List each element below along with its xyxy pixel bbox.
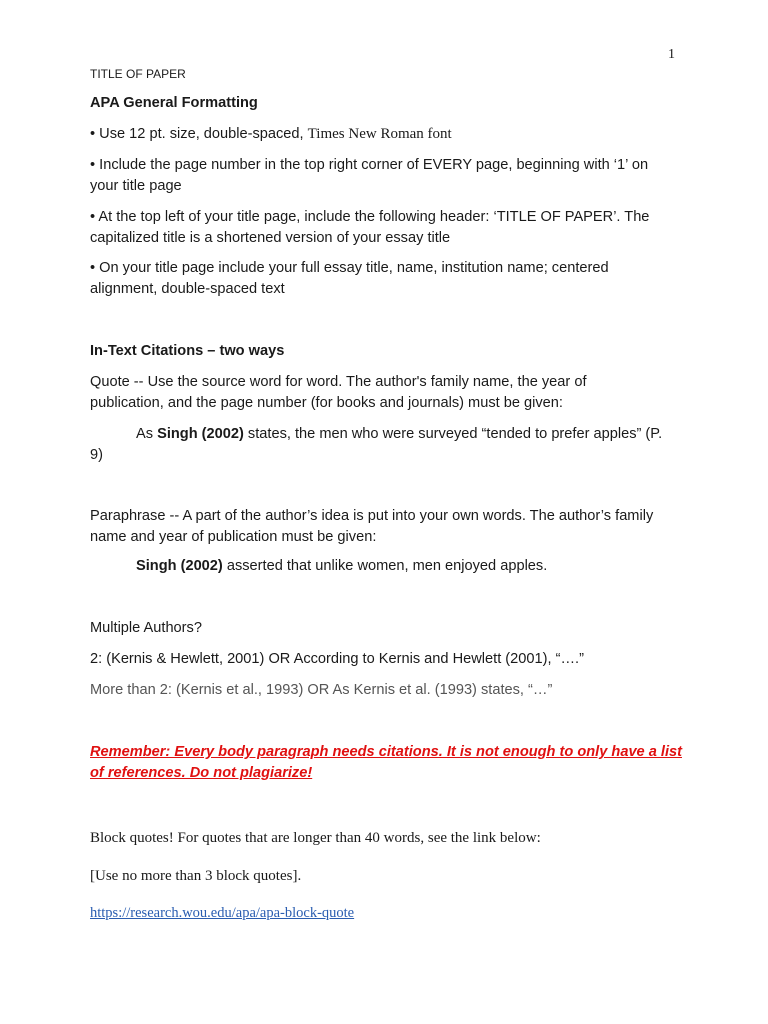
bullet-font: • Use 12 pt. size, double-spaced, Times New Roman font	[90, 126, 452, 142]
quote-text-l2: publication, and the page number (for books and journals) must be given:	[90, 395, 563, 411]
multiple-authors-heading: Multiple Authors?	[90, 620, 202, 636]
paraphrase-text-l2: name and year of publication must be given:	[90, 529, 377, 545]
bullet-title-page-l2: alignment, double-spaced text	[90, 281, 285, 297]
remember-note-l1: Remember: Every body paragraph needs citations. It is not enough to only have a list	[90, 744, 682, 760]
block-quote-link[interactable]: https://research.wou.edu/apa/apa-block-quote	[90, 905, 355, 921]
page-number: 1	[668, 47, 675, 62]
citations-heading: In-Text Citations – two ways	[90, 343, 285, 359]
bullet-header-l1: • At the top left of your title page, include the following header: ‘TITLE OF PAPER’. The	[90, 209, 650, 225]
two-authors-example: 2: (Kernis & Hewlett, 2001) OR According to Kernis and Hewlett (2001), “….”	[90, 651, 584, 667]
bullet-title-page-l1: • On your title page include your full essay title, name, institution name; centered	[90, 260, 609, 276]
many-authors-example: More than 2: (Kernis et al., 1993) OR As Kernis et al. (1993) states, “…”	[90, 682, 553, 698]
quote-example: As Singh (2002) states, the men who were surveyed “tended to prefer apples” (P.	[136, 426, 663, 442]
bullet-page-number-l1: • Include the page number in the top right corner of EVERY page, beginning with ‘1’ on	[90, 157, 649, 173]
running-header: TITLE OF PAPER	[90, 67, 186, 81]
formatting-heading: APA General Formatting	[90, 95, 258, 111]
quote-text-l1: Quote -- Use the source word for word. The author's family name, the year of	[90, 374, 587, 390]
bullet-page-number-l2: your title page	[90, 178, 182, 194]
paraphrase-example: Singh (2002) asserted that unlike women, men enjoyed apples.	[136, 558, 548, 574]
quote-example-l2: 9)	[90, 447, 103, 463]
bullet-header-l2: capitalized title is a shortened version of your essay title	[90, 230, 451, 246]
block-quotes-limit: [Use no more than 3 block quotes].	[90, 868, 302, 884]
remember-note-l2: of references. Do not plagiarize!	[90, 765, 313, 781]
block-quotes-text: Block quotes! For quotes that are longer than 40 words, see the link below:	[90, 830, 541, 846]
paraphrase-text-l1: Paraphrase -- A part of the author’s idea is put into your own words. The author’s family	[90, 508, 654, 524]
